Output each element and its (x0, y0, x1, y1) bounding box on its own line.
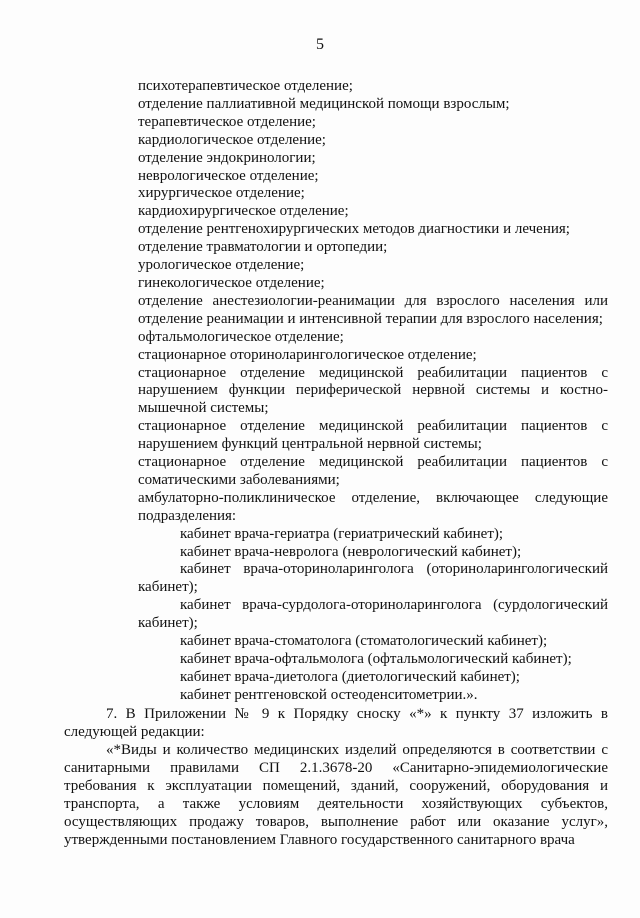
page-number: 5 (316, 36, 324, 53)
list-item: кардиохирургическое отделение; (138, 203, 349, 220)
list-item: психотерапевтическое отделение; (138, 78, 353, 94)
department-list (138, 78, 608, 705)
footnote-quote: «*Виды и количество медицинских изделий определяются в соответствии с санитарными правилами СП 2.1.3678-20 «Санитарно-эпидемиологические требования к эксплуатации помещений, зданий, сооружений, оборудования и транспорта, а также условиям деятельности хозяйствующих субъектов, осуществляющих продажу товаров, выполнение работ или оказание услуг», утвержденными постановлением Главного государственного санитарного врача (64, 742, 608, 848)
list-item: гинекологическое отделение; (138, 274, 325, 291)
list-item: стационарное отделение медицинской реабилитации пациентов с нарушением функций центральной нервной системы; (138, 418, 608, 453)
sub-list-item: кабинет врача-гериатра (гериатрический кабинет); (180, 525, 504, 542)
list-item: отделение травматологии и ортопедии; (138, 239, 388, 256)
sub-list-item: кабинет врача-офтальмолога (офтальмологический кабинет); (180, 651, 572, 667)
list-item: неврологическое отделение; (138, 167, 319, 184)
list-item: амбулаторно-поликлиническое отделение, включающее следующие подразделения: (138, 489, 608, 524)
paragraph-7: 7. В Приложении № 9 к Порядку сноску «*» к пункту 37 изложить в следующей редакции: (64, 706, 608, 740)
list-item: офтальмологическое отделение; (138, 328, 344, 345)
list-item: кардиологическое отделение; (138, 131, 326, 148)
list-item: стационарное отделение медицинской реабилитации пациентов с нарушением функции периферической нервной системы и костно-мышечной системы; (138, 364, 608, 417)
list-item: стационарное отделение медицинской реабилитации пациентов с соматическими заболеваниями; (138, 454, 608, 488)
list-item: хирургическое отделение; (138, 185, 305, 202)
sub-list-item: кабинет врача-стоматолога (стоматологический кабинет); (180, 633, 548, 650)
list-item: отделение паллиативной медицинской помощи взрослым; (138, 95, 510, 112)
amendment-section (64, 705, 608, 849)
list-item: терапевтическое отделение; (138, 113, 316, 130)
sub-list-item: кабинет рентгеновской остеоденситометрии.». (180, 686, 478, 703)
sub-list-item: кабинет врача-диетолога (диетологический кабинет); (180, 668, 520, 685)
list-item: отделение анестезиологии-реанимации для взрослого населения или отделение реанимации и интенсивной терапии для взрослого населения; (138, 292, 608, 327)
list-item: отделение рентгенохирургических методов диагностики и лечения; (138, 221, 570, 238)
sub-list-item: кабинет врача-невролога (неврологический кабинет); (180, 543, 522, 560)
list-item: стационарное оториноларингологическое отделение; (138, 346, 477, 363)
sub-list-item: кабинет врача-сурдолога-оториноларинголога (сурдологический кабинет); (138, 597, 608, 632)
list-item: урологическое отделение; (138, 257, 305, 274)
sub-list-item: кабинет врача-оториноларинголога (оториноларингологический кабинет); (138, 561, 608, 596)
list-item: отделение эндокринологии; (138, 149, 316, 166)
